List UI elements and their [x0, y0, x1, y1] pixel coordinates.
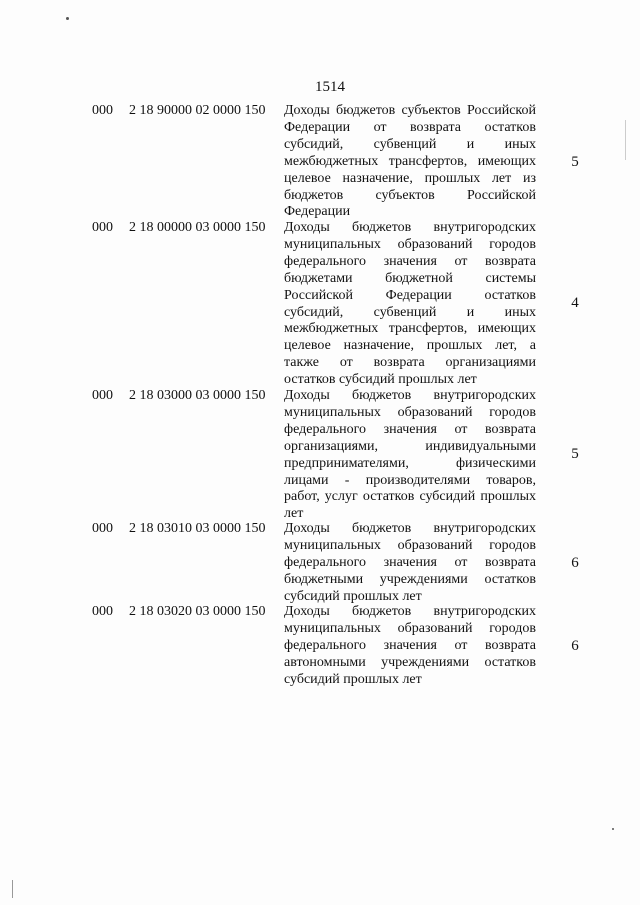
income-description: Доходы бюджетов внутригородских муниципальных образований городов федерального значения от возврата бюджетными учреждениями остатков субсидий прошлых лет — [284, 521, 536, 604]
page-number: 1514 — [315, 79, 345, 95]
scan-speck — [612, 828, 614, 830]
admin-code: 000 — [92, 220, 113, 235]
norm-value: 4 — [571, 295, 579, 311]
scan-speck — [66, 17, 69, 20]
scan-edge-line — [625, 120, 626, 160]
admin-code: 000 — [92, 388, 113, 403]
income-description: Доходы бюджетов внутригородских муниципальных образований городов федерального значения от возврата бюджетами бюджетной системы Российской Федерации остатков субсидий, субвенций и иных межбюджетных трансфертов, имеющих целевое назначение, прошлых лет, а также от возврата организациями остатков субсидий прошлых лет — [284, 220, 536, 388]
kbk-code: 2 18 03020 03 0000 150 — [129, 604, 266, 619]
norm-value: 5 — [571, 154, 579, 170]
kbk-code: 2 18 03010 03 0000 150 — [129, 521, 266, 536]
kbk-code: 2 18 90000 02 0000 150 — [129, 103, 266, 118]
norm-value: 6 — [571, 638, 579, 654]
kbk-code: 2 18 00000 03 0000 150 — [129, 220, 266, 235]
norm-value: 6 — [571, 555, 579, 571]
income-description: Доходы бюджетов внутригородских муниципальных образований городов федерального значения от возврата автономными учреждениями остатков субсидий прошлых лет — [284, 604, 536, 687]
admin-code: 000 — [92, 103, 113, 118]
admin-code: 000 — [92, 521, 113, 536]
income-description: Доходы бюджетов субъектов Российской Федерации от возврата остатков субсидий, субвенций и иных межбюджетных трансфертов, имеющих целевое назначение, прошлых лет из бюджетов субъектов Российской Федерации — [284, 103, 536, 220]
kbk-code: 2 18 03000 03 0000 150 — [129, 388, 266, 403]
admin-code: 000 — [92, 604, 113, 619]
income-description: Доходы бюджетов внутригородских муниципальных образований городов федерального значения от возврата организациями, индивидуальными предпринимателями, физическими лицами - производителями товаров, работ, услуг остатков субсидий прошлых лет — [284, 388, 536, 522]
scan-edge-line — [12, 880, 13, 898]
norm-value: 5 — [571, 446, 579, 462]
